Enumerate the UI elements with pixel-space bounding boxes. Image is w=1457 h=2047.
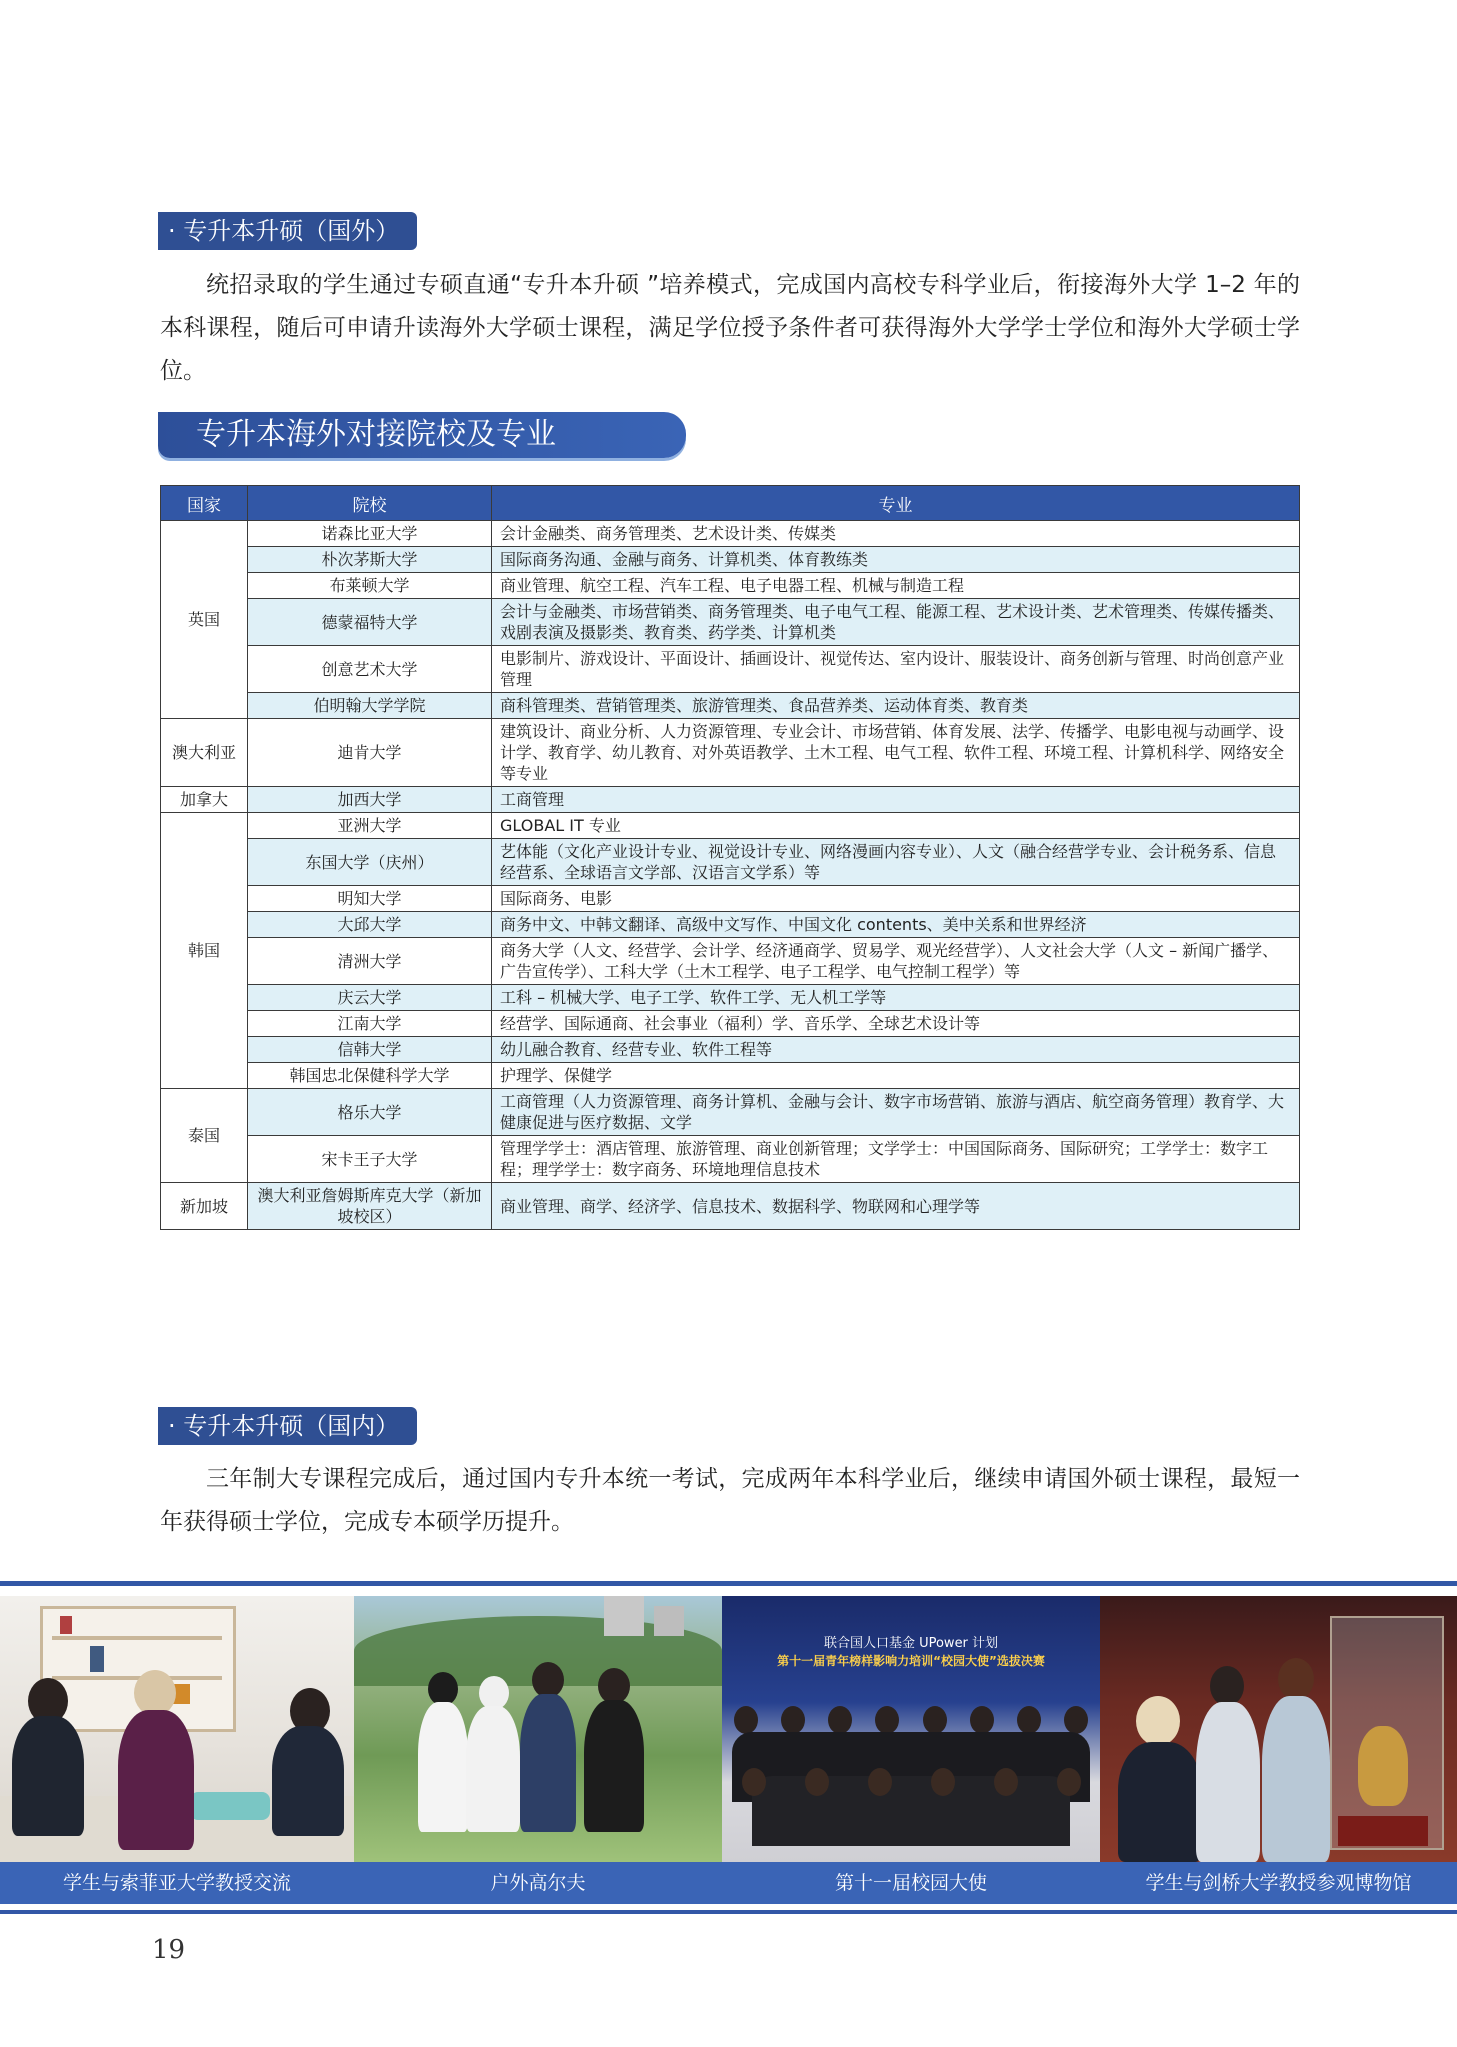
table-banner: 专升本海外对接院校及专业 xyxy=(158,412,686,458)
table-header-row xyxy=(161,486,1300,521)
major-cell: 商务中文、中韩文翻译、高级中文写作、中国文化 contents、美中关系和世界经济 xyxy=(492,912,1300,938)
major-cell: 会计金融类、商务管理类、艺术设计类、传媒类 xyxy=(492,521,1300,547)
table-row xyxy=(161,573,1300,599)
major-cell: 商业管理、航空工程、汽车工程、电子电器工程、机械与制造工程 xyxy=(492,573,1300,599)
section-tag-overseas: · 专升本升硕（国外） xyxy=(158,212,417,250)
table-row xyxy=(161,1063,1300,1089)
table-row xyxy=(161,1183,1300,1230)
table-row xyxy=(161,547,1300,573)
school-cell: 明知大学 xyxy=(248,886,492,912)
table-row xyxy=(161,1011,1300,1037)
table-row xyxy=(161,985,1300,1011)
table-row xyxy=(161,912,1300,938)
photo-strip-bottom-rule xyxy=(0,1910,1457,1914)
school-cell: 东国大学（庆州） xyxy=(248,839,492,886)
overseas-paragraph: 统招录取的学生通过专硕直通“专升本升硕 ”培养模式，完成国内高校专科学业后，衔接海外大学 1–2 年的本科课程，随后可申请升读海外大学硕士课程，满足学位授予条件者可获得海外大学学士学位和海外大学硕士学位。 xyxy=(160,272,1300,384)
school-cell: 大邱大学 xyxy=(248,912,492,938)
photo-museum-visit xyxy=(1100,1596,1457,1862)
school-cell: 德蒙福特大学 xyxy=(248,599,492,646)
table-row xyxy=(161,719,1300,787)
country-cell: 英国 xyxy=(161,521,248,719)
school-cell: 韩国忠北保健科学大学 xyxy=(248,1063,492,1089)
photo-campus-ambassador xyxy=(722,1596,1100,1862)
country-cell: 泰国 xyxy=(161,1089,248,1183)
major-cell: 商业管理、商学、经济学、信息技术、数据科学、物联网和心理学等 xyxy=(492,1183,1300,1230)
school-cell: 宋卡王子大学 xyxy=(248,1136,492,1183)
major-cell: 建筑设计、商业分析、人力资源管理、专业会计、市场营销、体育发展、法学、传播学、电影电视与动画学、设计学、教育学、幼儿教育、对外英语教学、土木工程、电气工程、软件工程、环境工程、计算机科学、网络安全等专业 xyxy=(492,719,1300,787)
school-cell: 布莱顿大学 xyxy=(248,573,492,599)
table-row xyxy=(161,646,1300,693)
header-major: 专业 xyxy=(492,486,1300,521)
country-cell: 新加坡 xyxy=(161,1183,248,1230)
table-row xyxy=(161,1037,1300,1063)
major-cell: 幼儿融合教育、经营专业、软件工程等 xyxy=(492,1037,1300,1063)
major-cell: 管理学学士：酒店管理、旅游管理、商业创新管理；文学学士：中国国际商务、国际研究；工学学士：数字工程；理学学士：数字商务、环境地理信息技术 xyxy=(492,1136,1300,1183)
major-cell: 工商管理 xyxy=(492,787,1300,813)
country-cell: 澳大利亚 xyxy=(161,719,248,787)
caption-golf: 户外高尔夫 xyxy=(490,1872,586,1894)
major-cell: GLOBAL IT 专业 xyxy=(492,813,1300,839)
table-row xyxy=(161,787,1300,813)
photo-caption-bar xyxy=(0,1862,1457,1904)
section-tag-domestic: · 专升本升硕（国内） xyxy=(158,1407,417,1445)
event-screen-line2: 第十一届青年榜样影响力培训“校园大使”选拔决赛 xyxy=(777,1654,1045,1668)
table-row xyxy=(161,886,1300,912)
major-cell: 商务大学（人文、经营学、会计学、经济通商学、贸易学、观光经营学）、人文社会大学（人文 – 新闻广播学、广告宣传学）、工科大学（土木工程学、电子工程学、电气控制工程学）等 xyxy=(492,938,1300,985)
majors-table xyxy=(160,485,1300,1230)
school-cell: 清洲大学 xyxy=(248,938,492,985)
school-cell: 江南大学 xyxy=(248,1011,492,1037)
event-screen-line1: 联合国人口基金 UPower 计划 xyxy=(823,1636,999,1651)
school-cell: 亚洲大学 xyxy=(248,813,492,839)
major-cell: 国际商务沟通、金融与商务、计算机类、体育教练类 xyxy=(492,547,1300,573)
country-cell: 加拿大 xyxy=(161,787,248,813)
caption-museum: 学生与剑桥大学教授参观博物馆 xyxy=(1145,1872,1412,1894)
header-school: 院校 xyxy=(248,486,492,521)
caption-ambassador: 第十一届校园大使 xyxy=(834,1872,987,1894)
major-cell: 国际商务、电影 xyxy=(492,886,1300,912)
table-row xyxy=(161,938,1300,985)
major-cell: 商科管理类、营销管理类、旅游管理类、食品营养类、运动体育类、教育类 xyxy=(492,693,1300,719)
major-cell: 经营学、国际通商、社会事业（福利）学、音乐学、全球艺术设计等 xyxy=(492,1011,1300,1037)
page-number: 19 xyxy=(152,1935,186,1965)
major-cell: 工商管理（人力资源管理、商务计算机、金融与会计、数字市场营销、旅游与酒店、航空商务管理）教育学、大健康促进与医疗数据、文学 xyxy=(492,1089,1300,1136)
school-cell: 庆云大学 xyxy=(248,985,492,1011)
table-row xyxy=(161,839,1300,886)
major-cell: 电影制片、游戏设计、平面设计、插画设计、视觉传达、室内设计、服装设计、商务创新与管理、时尚创意产业管理 xyxy=(492,646,1300,693)
school-cell: 创意艺术大学 xyxy=(248,646,492,693)
country-cell: 韩国 xyxy=(161,813,248,1089)
table-row xyxy=(161,693,1300,719)
table-row xyxy=(161,521,1300,547)
photo-strip-top-rule xyxy=(0,1581,1457,1586)
school-cell: 加西大学 xyxy=(248,787,492,813)
school-cell: 信韩大学 xyxy=(248,1037,492,1063)
school-cell: 格乐大学 xyxy=(248,1089,492,1136)
school-cell: 澳大利亚詹姆斯库克大学（新加坡校区） xyxy=(248,1183,492,1230)
table-row xyxy=(161,1136,1300,1183)
header-country: 国家 xyxy=(161,486,248,521)
photo-strip xyxy=(0,1596,1457,1862)
table-row xyxy=(161,1089,1300,1136)
major-cell: 艺体能（文化产业设计专业、视觉设计专业、网络漫画内容专业）、人文（融合经营学专业、会计税务系、信息经营系、全球语言文学部、汉语言文学系）等 xyxy=(492,839,1300,886)
school-cell: 伯明翰大学学院 xyxy=(248,693,492,719)
photo-sofia-exchange xyxy=(0,1596,354,1862)
table-row xyxy=(161,599,1300,646)
school-cell: 朴次茅斯大学 xyxy=(248,547,492,573)
major-cell: 工科 – 机械大学、电子工学、软件工学、无人机工学等 xyxy=(492,985,1300,1011)
photo-golf xyxy=(354,1596,722,1862)
school-cell: 诺森比亚大学 xyxy=(248,521,492,547)
major-cell: 会计与金融类、市场营销类、商务管理类、电子电气工程、能源工程、艺术设计类、艺术管理类、传媒传播类、戏剧表演及摄影类、教育类、药学类、计算机类 xyxy=(492,599,1300,646)
major-cell: 护理学、保健学 xyxy=(492,1063,1300,1089)
domestic-paragraph: 三年制大专课程完成后，通过国内专升本统一考试，完成两年本科学业后，继续申请国外硕士课程，最短一年获得硕士学位，完成专本硕学历提升。 xyxy=(160,1466,1300,1535)
table-row xyxy=(161,813,1300,839)
school-cell: 迪肯大学 xyxy=(248,719,492,787)
caption-sofia: 学生与索菲亚大学教授交流 xyxy=(62,1872,291,1894)
